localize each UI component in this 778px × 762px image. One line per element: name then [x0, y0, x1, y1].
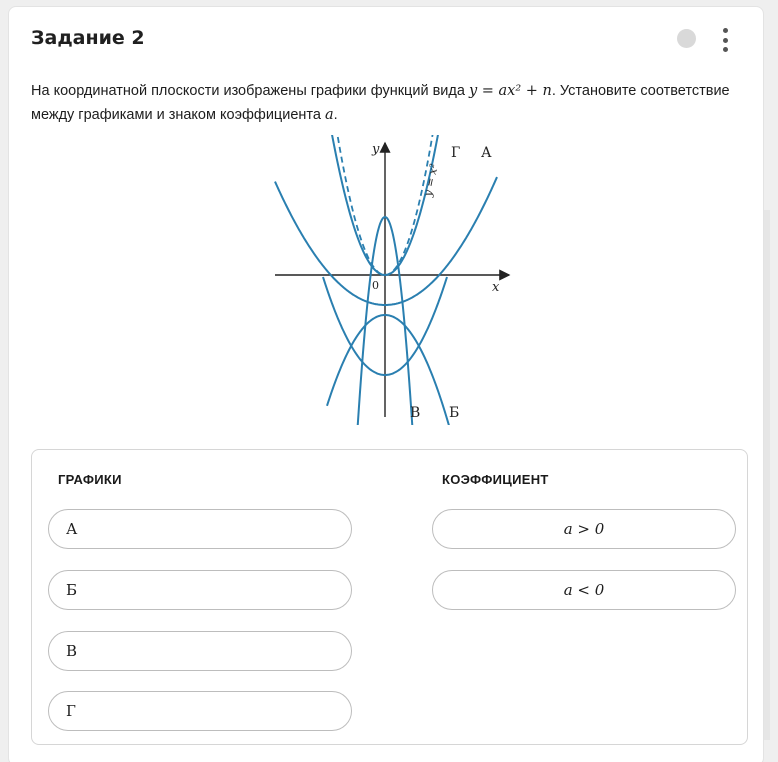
- task-card: [8, 6, 764, 762]
- curve-label-b: Б: [449, 405, 460, 421]
- reference-curve-label: y = x²: [421, 162, 441, 198]
- task-title: Задание 2: [31, 27, 145, 49]
- scrollbar-track[interactable]: [764, 210, 770, 740]
- more-vertical-icon[interactable]: [717, 25, 733, 55]
- parabola-a-curve: [275, 177, 497, 305]
- y-axis-label: y: [372, 142, 380, 157]
- parabola-b-curve: [327, 315, 449, 425]
- graphs-header: ГРАФИКИ: [58, 472, 122, 487]
- graph-option-g[interactable]: Г: [48, 691, 352, 731]
- parabola-graph: [271, 135, 521, 425]
- x-axis-label: x: [492, 280, 500, 295]
- curve-label-a: А: [481, 145, 492, 161]
- coef-option-negative[interactable]: a < 0: [432, 570, 736, 610]
- statement-part-1: На координатной плоскости изображены графики функций вида: [31, 83, 469, 99]
- status-dot-icon: [677, 29, 696, 48]
- statement-formula: y = ax² + n: [468, 83, 552, 99]
- graph-option-a[interactable]: А: [48, 509, 352, 549]
- statement-coef: a: [324, 107, 334, 123]
- task-statement: [31, 79, 751, 127]
- coef-option-positive[interactable]: a > 0: [432, 509, 736, 549]
- statement-part-3: .: [333, 107, 338, 123]
- graph-option-b[interactable]: Б: [48, 570, 352, 610]
- statement-part-2: . Установите соответствие между графиками и знаком коэффициента: [31, 83, 730, 123]
- origin-label: 0: [372, 279, 379, 292]
- curve-label-g: Г: [451, 145, 461, 161]
- coefficient-header: КОЭФФИЦИЕНТ: [442, 472, 549, 487]
- curve-label-v: В: [410, 405, 421, 421]
- matching-panel: [31, 449, 748, 745]
- graph-option-v[interactable]: В: [48, 631, 352, 671]
